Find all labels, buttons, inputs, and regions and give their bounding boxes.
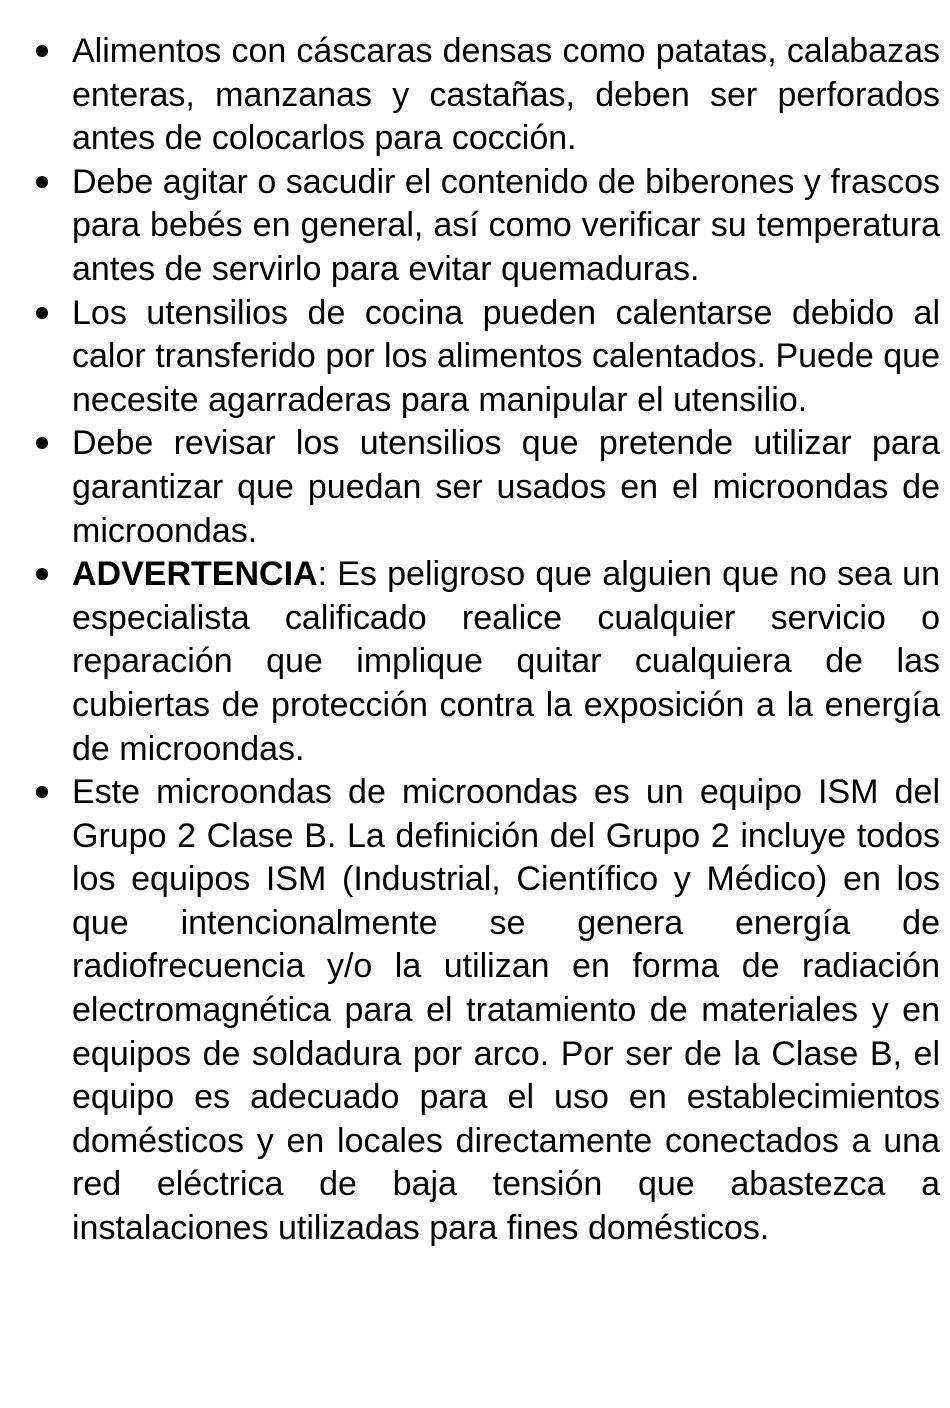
list-item-text: Debe revisar los utensilios que pretende utilizar para garantizar que puedan ser usados en el microondas de microondas.	[72, 424, 940, 550]
safety-bullet-list	[0, 30, 940, 1251]
bullet-icon	[36, 307, 48, 319]
list-item	[0, 30, 940, 161]
bullet-icon	[36, 176, 48, 188]
list-item	[0, 422, 940, 553]
warning-label: ADVERTENCIA	[72, 555, 318, 594]
warning-list-item	[0, 553, 940, 771]
list-item	[0, 292, 940, 423]
list-item-text: : Es peligroso que alguien que no sea un especialista calificado realice cualquier servicio o reparación que implique quitar cualquiera de las cubiertas de protección contra la exposición a la energía de microondas.	[72, 555, 940, 768]
list-item-text: Alimentos con cáscaras densas como patatas, calabazas enteras, manzanas y castañas, deben ser perforados antes de colocarlos para cocción.	[72, 32, 940, 158]
list-item	[0, 771, 940, 1251]
bullet-icon	[36, 45, 48, 57]
list-item-text: Debe agitar o sacudir el contenido de biberones y frascos para bebés en general, así como verificar su temperatura antes de servirlo para evitar quemaduras.	[72, 162, 940, 288]
list-item-text: Este microondas de microondas es un equipo ISM del Grupo 2 Clase B. La definición del Grupo 2 incluye todos los equipos ISM (Industrial, Científico y Médico) en los que intencionalmente se genera energía de radiofrecuencia y/o la utilizan en forma de radiación electromagnética para el tratamiento de materiales y en equipos de soldadura por arco. Por ser de la Clase B, el equipo es adecuado para el uso en establecimientos domésticos y en locales directamente conectados a una red eléctrica de baja tensión que abastezca a instalaciones utilizadas para fines domésticos.	[72, 773, 940, 1248]
list-item-text: Los utensilios de cocina pueden calentarse debido al calor transferido por los alimentos calentados. Puede que necesite agarraderas para manipular el utensilio.	[72, 293, 940, 419]
bullet-icon	[36, 568, 48, 580]
bullet-icon	[36, 437, 48, 449]
list-item	[0, 161, 940, 292]
bullet-icon	[36, 786, 48, 798]
